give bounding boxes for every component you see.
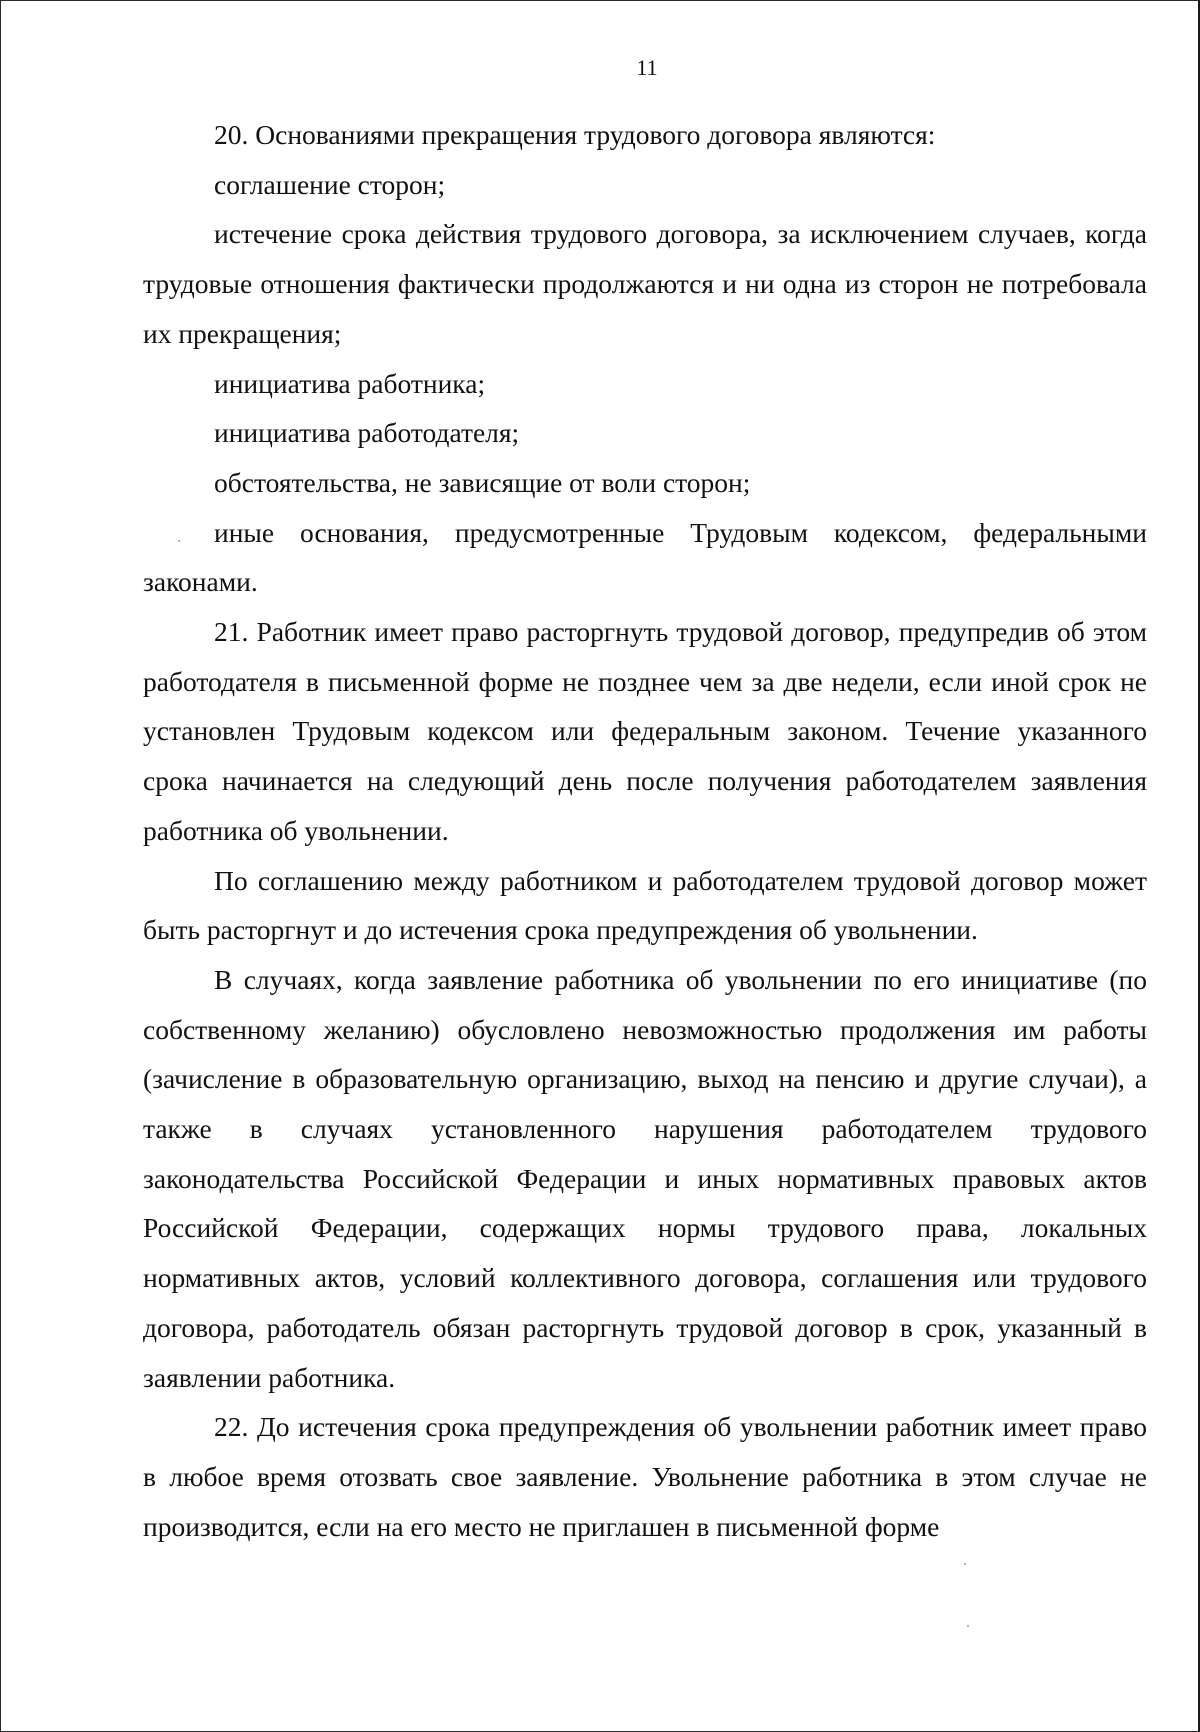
paragraph-20-heading: 20. Основаниями прекращения трудового договора являются: [214,119,936,150]
document-body [143,110,1147,1551]
list-item-other-grounds: иные основания, предусмотренные Трудовым кодексом, федеральными законами. [143,516,1147,598]
scan-speck [178,540,180,542]
page-number: 11 [636,55,658,80]
paragraph-22: 22. До истечения срока предупреждения об увольнении работник имеет право в любое время отозвать свое заявление. Увольнение работника в этом случае не производится, если на его место не приглашен в письменной форме [143,1411,1147,1542]
scan-speck [964,1563,966,1565]
paragraph-mutual-agreement: По соглашению между работником и работодателем трудовой договор может быть расторгнут и до истечения срока предупреждения об увольнении. [143,864,1147,946]
paragraph-cases: В случаях, когда заявление работника об увольнении по его инициативе (по собственному желанию) обусловлено невозможностью продолжения им работы (зачисление в образовательную организацию, выход на пенсию и другие случаи), а также в случаях установленного нарушения работодателем трудового законодательства Российской Федерации и иных нормативных правовых актов Российской Федерации, содержащих нормы трудового права, локальных нормативных актов, условий коллективного договора, соглашения или трудового договора, работодатель обязан расторгнуть трудовой договор в срок, указанный в заявлении работника. [143,963,1147,1393]
scan-speck [967,1625,969,1627]
list-item-term-expiry: истечение срока действия трудового договора, за исключением случаев, когда трудовые отношения фактически продолжаются и ни одна из сторон не потребовала их прекращения; [143,218,1147,349]
paragraph-21: 21. Работник имеет право расторгнуть трудовой договор, предупредив об этом работодателя в письменной форме не позднее чем за две недели, если иной срок не установлен Трудовым кодексом или федеральным законом. Течение указанного срока начинается на следующий день после получения работодателем заявления работника об увольнении. [143,616,1147,846]
list-item-employer-initiative: инициатива работодателя; [214,417,520,449]
list-item-employee-initiative: инициатива работника; [214,367,486,399]
list-item-circumstances: обстоятельства, не зависящие от воли сторон; [214,466,751,498]
list-item-agreement: соглашение сторон; [214,168,446,200]
